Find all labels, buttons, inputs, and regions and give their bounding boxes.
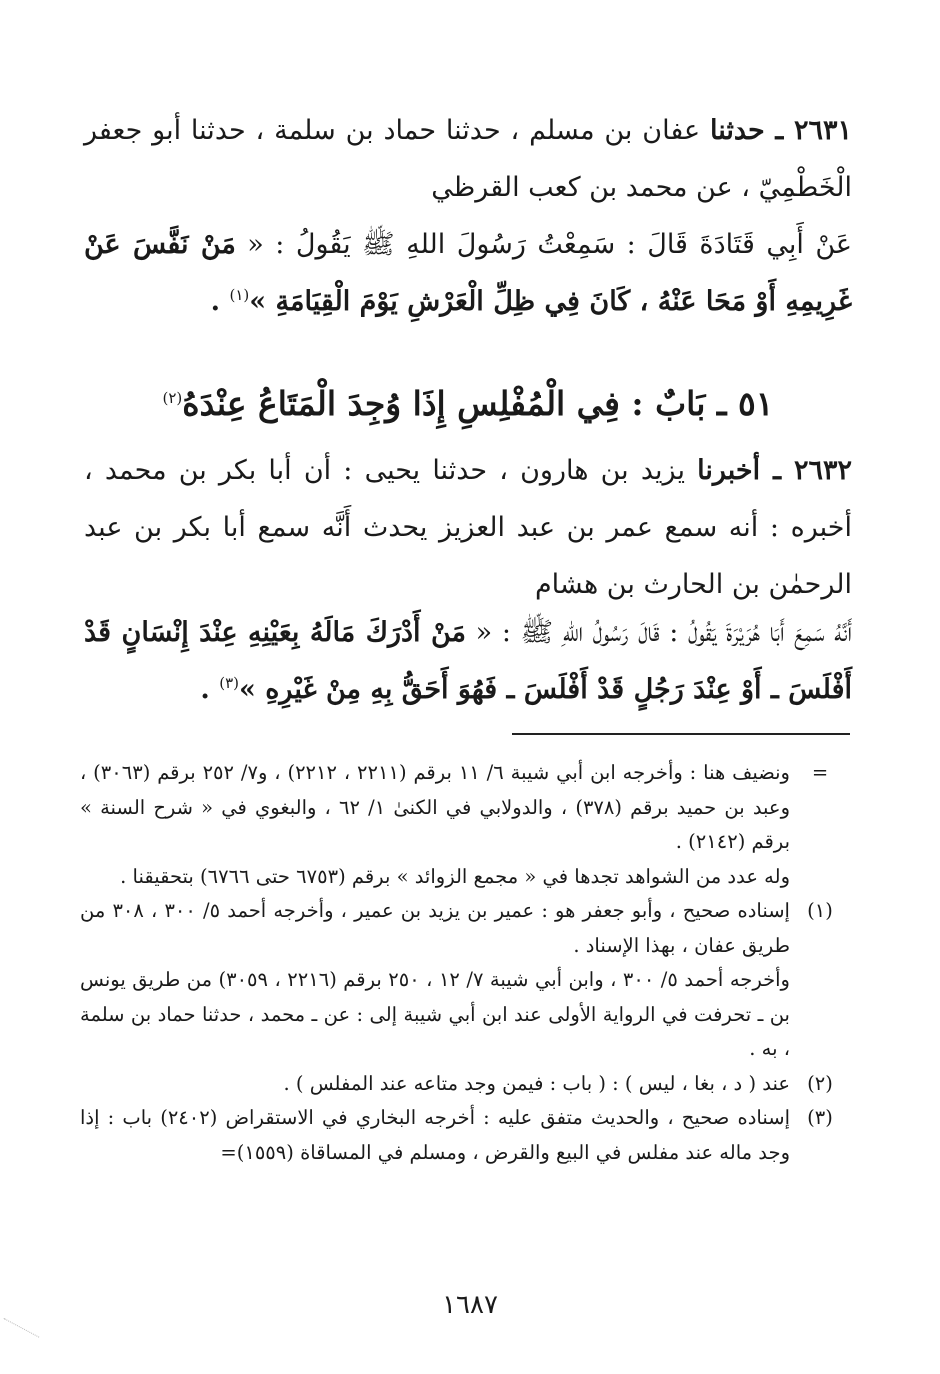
hadith-2631-isnad-text: عفان بن مسلم ، حدثنا حماد بن سلمة ، حدثنا أبو جعفر الْخَطْمِيّ ، عن محمد بن كعب القرظي [84,115,852,203]
footnote-marker: = [811,761,829,784]
hadith-2632-matn-text: مَنْ أَدْرَكَ مَالَهُ بِعَيْنِهِ عِنْدَ إِنْسَانٍ قَدْ أَفْلَسَ ـ أَوْ عِنْدَ رَجُلٍ قَدْ أَفْلَسَ ـ فَهُوَ أَحَقُّ بِهِ مِنْ غَيْرِهِ » [84,617,852,705]
page-number: ١٦٨٧ [442,1290,498,1320]
footnote-marker: (٢) [807,1071,833,1095]
chapter-heading [84,384,852,423]
footnote-paragraph: عند ( د ، بغا ، ليس ) : ( باب : فيمن وجد متاعه عند المفلس ) . [283,1071,790,1095]
footnote-ref-1: (١) [229,286,250,304]
footnote-2 [80,1067,850,1102]
chapter-heading-text: ٥١ ـ بَابٌ : فِي الْمُفْلِسِ إِذَا وُجِدَ الْمَتَاعُ عِنْدَهُ [182,384,774,423]
footnote-1 [80,894,850,1067]
hadith-2632-matn [84,604,852,718]
footnote-paragraph: إسناده صحيح ، والحديث متفق عليه : أخرجه البخاري في الاستقراض (٢٤٠٢) باب : إذا وجد ماله عند مفلس في البيع والقرض ، ومسلم في المساقاة (١٥٥٩)= [80,1106,790,1164]
hadith-2632-number: ٢٦٣٢ ـ أخبرنا [697,455,852,486]
hadith-2632-end: . [200,674,220,705]
footnote-separator [512,733,850,735]
hadith-2631-matn-intro: عَنْ أَبِي قَتَادَةَ قَالَ : سَمِعْتُ رَسُولَ اللهِ ﷺ يَقُولُ : « [235,229,852,260]
footnote-3 [80,1101,850,1170]
hadith-2631-isnad [84,102,852,216]
footnote-body [80,1101,790,1170]
footnote-paragraph: وله عدد من الشواهد تجدها في « مجمع الزوائد » برقم (٦٧٥٣ حتى ٦٧٦٦) بتحقيقنا . [120,864,790,888]
footnote-ref-3: (٣) [219,674,240,692]
hadith-2631-matn-text: مَنْ نَفَّسَ عَنْ غَرِيمِهِ أَوْ مَحَا عَنْهُ ، كَانَ فِي ظِلِّ الْعَرْشِ يَوْمَ الْقِيَامَةِ » [84,229,852,317]
footnote-body [80,756,790,894]
hadith-2631-end: . [210,286,230,317]
footnote-paragraph: ونضيف هنا : وأخرجه ابن أبي شيبة ٦/ ١١ برقم (٢٢١١ ، ٢٢١٢) ، و٧/ ٢٥٢ برقم (٣٠٦٣) ، وعبد بن حميد برقم (٣٧٨) ، والدولابي في الكنىٰ ١/ ٦٢ ، والبغوي في « شرح السنة » برقم (٢١٤٢) . [80,761,790,853]
scan-artifact [0,1318,39,1352]
footnote-paragraph: إسناده صحيح ، وأبو جعفر هو : عمير بن يزيد بن عمير ، وأخرجه أحمد ٥/ ٣٠٠ ، ٣٠٨ من طريق عفان ، بهذا الإسناد . [80,899,790,957]
footnote-ref-2: (٢) [162,389,183,407]
footnote-body [80,1067,790,1102]
footnotes [80,756,850,1170]
footnote-continuation [80,756,850,894]
footnote-marker: (٣) [807,1106,833,1129]
hadith-2631-matn [84,216,852,330]
hadith-2632-isnad-text: يزيد بن هارون ، حدثنا يحيى : أن أبا بكر بن محمد ، أخبره : أنه سمع عمر بن عبد العزيز يحدث أَنَّه سمع أبا بكر بن عبد الرحمٰن بن الحارث بن هشام [84,455,852,600]
footnote-paragraph: وأخرجه أحمد ٥/ ٣٠٠ ، وابن أبي شيبة ٧/ ١٢ ، ٢٥٠ برقم (٢٢١٦ ، ٣٠٥٩) من طريق يونس بن ـ تحرفت في الرواية الأولى عند ابن أبي شيبة إلى : عن ـ محمد ، حدثنا حماد بن سلمة ، به . [80,968,790,1060]
hadith-2632-matn-intro: أَنَّهُ سَمِعَ أَبَا هُرَيْرَةَ يَقُولُ : قَالَ رَسُولُ اللهِ ﷺ : « [466,617,852,648]
footnote-body [80,894,790,1067]
footnote-marker: (١) [807,899,833,922]
hadith-2631-number: ٢٦٣١ ـ حدثنا [709,115,852,146]
hadith-2632-isnad [84,442,852,613]
